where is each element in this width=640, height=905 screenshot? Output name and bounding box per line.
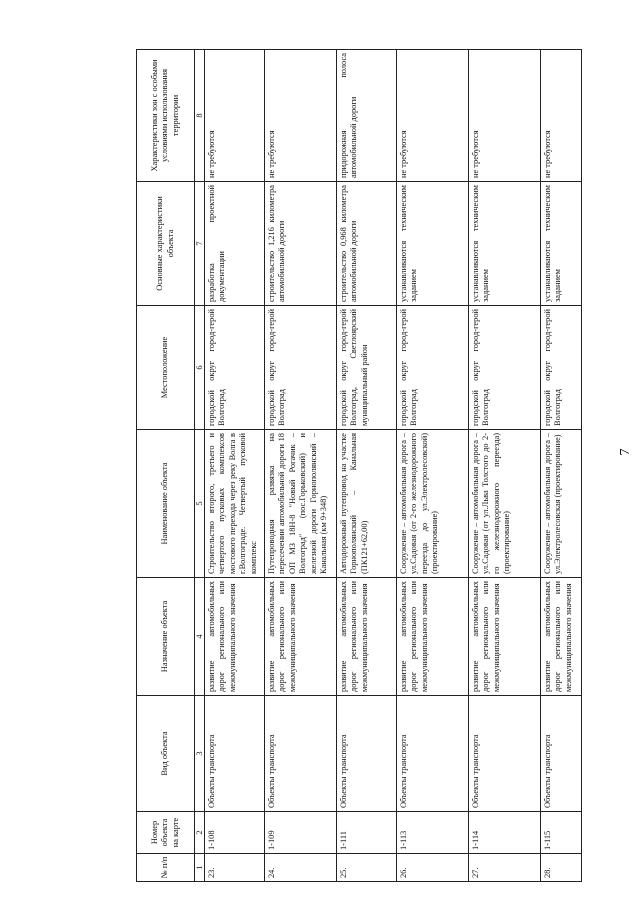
cell-index: 27. [469, 854, 541, 882]
cell-zones: не требуются [265, 50, 337, 182]
cell-location: городской округ город-герой Волгоград [397, 306, 469, 430]
cell-characteristics: устанавливаются техническим заданием [397, 182, 469, 306]
table-row [397, 50, 469, 882]
cell-object-type: Объекты транспорта [265, 696, 337, 812]
table-row [469, 50, 541, 882]
cell-purpose: развитие автомобильных дорог регионального или межмуниципального значения [205, 578, 265, 696]
cell-name: Путепроводная развязка на пересечении автомобильной дороги 18 ОП МЗ 18Н-8 "Новый Рогачик – Волгоград" (пос.Горьковский) и железной дороги Горнополянский – Канальная (км 9+348) [265, 430, 337, 578]
cell-map-number: 1-109 [265, 812, 337, 854]
table-row [265, 50, 337, 882]
cell-zones: не требуются [469, 50, 541, 182]
cell-index: 23. [205, 854, 265, 882]
column-number: 1 [195, 854, 205, 882]
cell-name: Автодорожный путепровод на участке Горнополянский – Канальная (ПК121+62,00) [337, 430, 397, 578]
header-cell-zones: Характеристики зон с особыми условиями использования территории [137, 50, 195, 182]
column-number: 8 [195, 50, 205, 182]
page-number: 7 [618, 448, 633, 456]
cell-zones: не требуются [205, 50, 265, 182]
cell-object-type: Объекты транспорта [205, 696, 265, 812]
table-row [205, 50, 265, 882]
cell-map-number: 1-108 [205, 812, 265, 854]
cell-zones: не требуются [397, 50, 469, 182]
cell-object-type: Объекты транспорта [337, 696, 397, 812]
cell-name: Строительство второго, третьего и четвертого пусковых комплексов мостового перехода через реку Волга в г.Волгограде. Четвертый пусковой комплекс [205, 430, 265, 578]
table-row [541, 50, 582, 882]
cell-characteristics: строительство 1,216 километра автомобильной дороги [265, 182, 337, 306]
column-number: 4 [195, 578, 205, 696]
cell-characteristics: устанавливаются техническим заданием [469, 182, 541, 306]
header-cell-location: Местоположение [137, 306, 195, 430]
cell-location: городской округ город-герой Волгоград [205, 306, 265, 430]
cell-name: Сооружение – автомобильная дорога – ул.Садовая (от ул.Льва Толстого до 2-го железнодорожного переезда) (проектирование) [469, 430, 541, 578]
table-header-row [137, 50, 195, 882]
cell-index: 28. [541, 854, 582, 882]
cell-index: 25. [337, 854, 397, 882]
cell-zones: придорожная полоса автомобильной дороги [337, 50, 397, 182]
cell-purpose: развитие автомобильных дорог регионального или межмуниципального значения [337, 578, 397, 696]
header-cell-map-number: Номер объекта на карте [137, 812, 195, 854]
cell-characteristics: устанавливаются техническим заданием [541, 182, 582, 306]
column-number: 5 [195, 430, 205, 578]
cell-zones: не требуются [541, 50, 582, 182]
objects-table [136, 49, 582, 882]
cell-purpose: развитие автомобильных дорог регионального или межмуниципального значения [469, 578, 541, 696]
cell-purpose: развитие автомобильных дорог регионального или межмуниципального значения [541, 578, 582, 696]
table-row [337, 50, 397, 882]
column-number: 3 [195, 696, 205, 812]
cell-object-type: Объекты транспорта [541, 696, 582, 812]
header-cell-object-type: Вид объекта [137, 696, 195, 812]
header-cell-purpose: Назначение объекта [137, 578, 195, 696]
rotated-page-content [136, 50, 582, 882]
cell-location: городской округ город-герой Волгоград [541, 306, 582, 430]
cell-map-number: 1-113 [397, 812, 469, 854]
cell-characteristics: разработка проектной документации [205, 182, 265, 306]
column-number-row [195, 50, 205, 882]
column-number: 2 [195, 812, 205, 854]
cell-location: городской округ город-герой Волгоград [469, 306, 541, 430]
cell-map-number: 1-111 [337, 812, 397, 854]
cell-object-type: Объекты транспорта [397, 696, 469, 812]
cell-characteristics: строительство 0,968 километра автомобильной дороги [337, 182, 397, 306]
cell-name: Сооружение – автомобильная дорога – ул.Электролесовская (проектирование) [541, 430, 582, 578]
header-cell-name: Наименование объекта [137, 430, 195, 578]
header-cell-characteristics: Основные характеристики объекта [137, 182, 195, 306]
header-cell-index: № п/п [137, 854, 195, 882]
cell-location: городской округ город-герой Волгоград, Светлоярский муниципальный район [337, 306, 397, 430]
cell-index: 26. [397, 854, 469, 882]
cell-index: 24. [265, 854, 337, 882]
cell-map-number: 1-114 [469, 812, 541, 854]
cell-object-type: Объекты транспорта [469, 696, 541, 812]
cell-purpose: развитие автомобильных дорог регионального или межмуниципального значения [397, 578, 469, 696]
cell-map-number: 1-115 [541, 812, 582, 854]
column-number: 6 [195, 306, 205, 430]
column-number: 7 [195, 182, 205, 306]
cell-purpose: развитие автомобильных дорог регионального или межмуниципального значения [265, 578, 337, 696]
cell-name: Сооружение – автомобильная дорога – ул.Садовая (от 2-го железнодорожного переезда до ул.Электролесовской) (проектирование) [397, 430, 469, 578]
cell-location: городской округ город-герой Волгоград [265, 306, 337, 430]
